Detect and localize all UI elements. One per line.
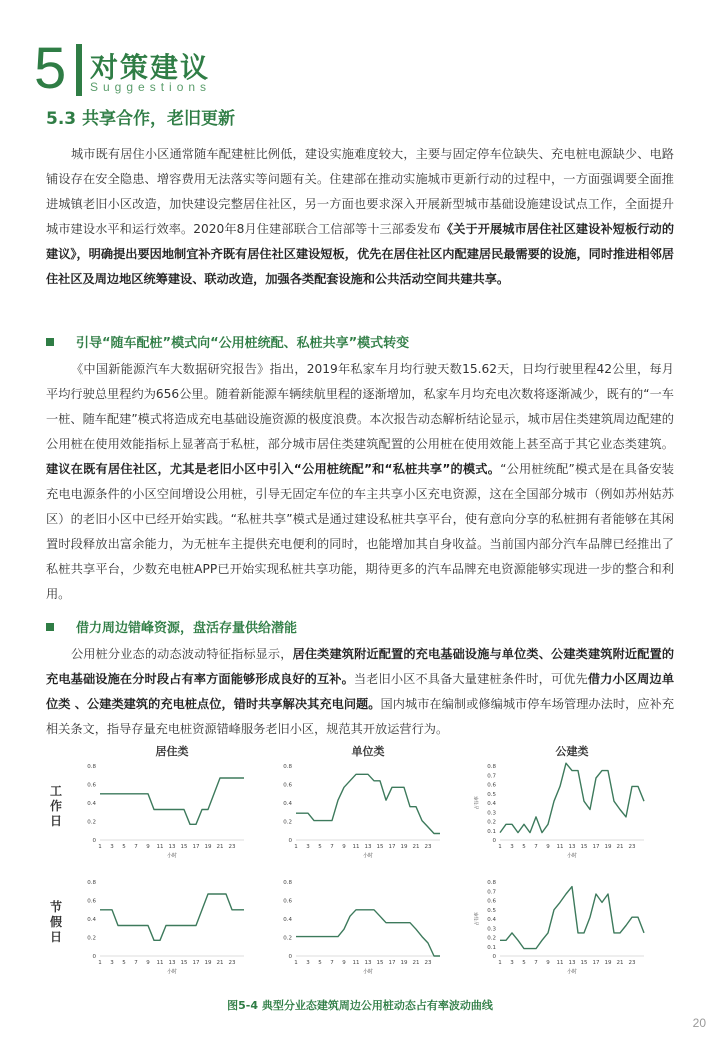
body-text: 当老旧小区不具备大量建桩条件时，可优先 <box>353 672 588 686</box>
x-tick-label: 19 <box>204 844 212 850</box>
y-tick-label: 0.7 <box>487 889 496 896</box>
x-tick-label: 9 <box>146 844 150 850</box>
line-chart-svg <box>270 746 446 858</box>
series-line <box>500 887 644 949</box>
x-tick-label: 9 <box>546 960 550 966</box>
x-tick-label: 13 <box>568 844 576 850</box>
x-tick-label: 13 <box>364 960 372 966</box>
x-tick-label: 11 <box>556 960 564 966</box>
y-tick-label: 0.2 <box>87 935 96 942</box>
y-tick-label: 0.6 <box>87 782 96 789</box>
chart-public-workday <box>474 746 650 858</box>
x-tick-label: 23 <box>228 844 236 850</box>
chapter-title: 对策建议 <box>90 51 211 84</box>
x-tick-label: 15 <box>376 960 384 966</box>
x-tick-label: 21 <box>216 960 224 966</box>
x-tick-label: 17 <box>192 960 200 966</box>
chapter-number: 5 <box>34 36 67 101</box>
paragraph-1 <box>46 142 674 292</box>
y-tick-label: 0.4 <box>87 801 96 807</box>
line-chart-svg <box>74 746 250 858</box>
x-tick-label: 21 <box>616 844 624 850</box>
y-tick-label: 0.6 <box>87 898 96 905</box>
x-axis-label: 小时 <box>362 853 374 859</box>
y-tick-label: 0.2 <box>487 935 496 942</box>
x-tick-label: 17 <box>388 960 396 966</box>
chapter-divider <box>76 44 82 96</box>
body-text: 城市既有居住小区通常随车配建桩比例低，建设实施难度较大，主要与固定停车位缺失、充电桩电源缺少、电路铺设存在安全隐患、增容费用无法落实等问题有关。住建部在推动实施城市更新行动的过程中，一方面强调要全面推进城镇老旧小区改造，加快建设完整居住社区，另一方面也要求深入开展新型城市基础设施建设试点工作，全面提升城市建设水平和运行效率。2020年8月住建部联合工信部等十三部委发布 <box>46 147 674 236</box>
y-axis-label: 占有率 <box>475 796 480 810</box>
chart-workplace-workday <box>270 746 446 858</box>
y-tick-label: 0.1 <box>487 944 496 951</box>
series-line <box>100 778 244 824</box>
x-tick-label: 7 <box>134 960 138 966</box>
subheading-1 <box>46 332 409 351</box>
y-tick-label: 0.2 <box>283 935 292 942</box>
x-tick-label: 21 <box>412 960 420 966</box>
paragraph-3 <box>46 642 674 742</box>
chapter-subtitle: Suggestions <box>90 80 212 94</box>
x-tick-label: 9 <box>342 960 346 966</box>
x-tick-label: 5 <box>122 960 126 966</box>
body-text: 公用桩分业态的动态波动特征指标显示， <box>71 647 293 661</box>
x-tick-label: 15 <box>180 844 188 850</box>
x-tick-label: 13 <box>364 844 372 850</box>
bullet-square-icon <box>46 623 54 631</box>
x-axis-label: 小时 <box>166 853 178 859</box>
x-tick-label: 15 <box>580 844 588 850</box>
x-tick-label: 9 <box>146 960 150 966</box>
x-tick-label: 3 <box>510 960 514 966</box>
figure-caption: 图5-4 典型分业态建筑周边公用桩动态占有率波动曲线 <box>227 999 493 1012</box>
emphasis-text: 建议在既有居住社区，尤其是老旧小区中引入“公用桩统配”和“私桩共享”的模式。 <box>46 462 501 476</box>
line-chart-svg <box>74 862 250 974</box>
y-tick-label: 0.8 <box>87 880 96 886</box>
line-chart-svg <box>474 746 650 858</box>
y-tick-label: 0.6 <box>283 898 292 905</box>
x-tick-label: 9 <box>342 844 346 850</box>
series-line <box>500 763 644 832</box>
x-tick-label: 23 <box>628 844 636 850</box>
x-tick-label: 19 <box>400 960 408 966</box>
y-tick-label: 0.5 <box>487 791 496 798</box>
y-tick-label: 0.6 <box>487 782 496 789</box>
y-tick-label: 0 <box>492 954 496 960</box>
y-tick-label: 0.8 <box>487 880 496 886</box>
x-tick-label: 23 <box>424 844 432 850</box>
x-tick-label: 17 <box>592 844 600 850</box>
x-tick-label: 3 <box>510 844 514 850</box>
y-tick-label: 0.1 <box>487 828 496 835</box>
bullet-square-icon <box>46 338 54 346</box>
y-tick-label: 0.4 <box>487 917 496 923</box>
x-axis-label: 小时 <box>362 969 374 975</box>
chart-title: 公建类 <box>555 745 589 758</box>
x-tick-label: 1 <box>498 960 502 966</box>
y-tick-label: 0.6 <box>283 782 292 789</box>
y-tick-label: 0.2 <box>487 819 496 826</box>
x-tick-label: 7 <box>534 960 538 966</box>
series-line <box>100 894 244 940</box>
y-tick-label: 0.4 <box>283 917 292 923</box>
x-tick-label: 13 <box>168 960 176 966</box>
x-tick-label: 1 <box>98 844 102 850</box>
x-tick-label: 7 <box>134 844 138 850</box>
y-tick-label: 0.4 <box>87 917 96 923</box>
x-tick-label: 11 <box>156 844 164 850</box>
x-tick-label: 23 <box>228 960 236 966</box>
y-tick-label: 0.8 <box>283 764 292 770</box>
x-tick-label: 17 <box>388 844 396 850</box>
row-label-workday: 工作日 <box>49 784 62 828</box>
x-tick-label: 21 <box>216 844 224 850</box>
y-tick-label: 0.8 <box>87 764 96 770</box>
x-tick-label: 23 <box>628 960 636 966</box>
x-tick-label: 1 <box>98 960 102 966</box>
page-number: 20 <box>692 1016 706 1030</box>
y-axis-label: 占有率 <box>475 912 480 926</box>
y-tick-label: 0 <box>288 954 292 960</box>
x-tick-label: 1 <box>294 960 298 966</box>
x-tick-label: 11 <box>352 844 360 850</box>
chart-title: 单位类 <box>351 745 385 758</box>
line-chart-svg <box>474 862 650 974</box>
x-tick-label: 15 <box>580 960 588 966</box>
x-tick-label: 13 <box>568 960 576 966</box>
x-axis-label: 小时 <box>166 969 178 975</box>
y-tick-label: 0.4 <box>487 801 496 807</box>
subheading-2-text: 借力周边错峰资源，盘活存量供给潜能 <box>76 621 298 636</box>
x-tick-label: 11 <box>352 960 360 966</box>
x-tick-label: 1 <box>498 844 502 850</box>
x-tick-label: 19 <box>204 960 212 966</box>
emphasis-text: 借力小区周边单位类 、公建类建筑的充电桩点位，错时共享解决其充电问题。 <box>46 672 675 711</box>
x-tick-label: 3 <box>110 960 114 966</box>
x-tick-label: 5 <box>522 844 526 850</box>
x-tick-label: 5 <box>318 844 322 850</box>
x-tick-label: 17 <box>592 960 600 966</box>
x-tick-label: 21 <box>412 844 420 850</box>
body-text: 国内城市在编制或修编城市停车场管理办法时，应补充相关条文，指导存量充电桩资源错峰服务老旧小区，规范其开放运营行为。 <box>46 697 675 736</box>
emphasis-text: 居住类建筑附近配置的充电基础设施与单位类、公建类建筑附近配置的充电基础设施在分时段占有率方面能够形成良好的互补。 <box>46 647 675 686</box>
x-tick-label: 15 <box>376 844 384 850</box>
y-tick-label: 0.8 <box>283 880 292 886</box>
x-tick-label: 9 <box>546 844 550 850</box>
x-tick-label: 3 <box>306 960 310 966</box>
chart-residential-workday <box>74 746 250 858</box>
subheading-1-text: 引导“随车配桩”模式向“公用桩统配、私桩共享”模式转变 <box>76 336 410 351</box>
x-tick-label: 5 <box>122 844 126 850</box>
x-tick-label: 7 <box>534 844 538 850</box>
emphasis-text: 《关于开展城市居住社区建设补短板行动的建议》，明确提出要因地制宜补齐既有居住社区建设短板，优先在居住社区内配建居民最需要的设施，同时推进相邻居住社区及周边地区统筹建设、联动改造，加强各类配套设施和公共活动空间共建共享。 <box>46 222 675 286</box>
paragraph-2 <box>46 357 674 607</box>
y-tick-label: 0 <box>288 838 292 844</box>
x-axis-label: 小时 <box>566 969 578 975</box>
x-tick-label: 19 <box>400 844 408 850</box>
row-label-holiday: 节假日 <box>49 900 62 944</box>
chart-public-holiday <box>474 862 650 974</box>
x-tick-label: 19 <box>604 844 612 850</box>
y-tick-label: 0.8 <box>487 764 496 770</box>
y-tick-label: 0.3 <box>487 926 496 933</box>
x-tick-label: 19 <box>604 960 612 966</box>
x-tick-label: 7 <box>330 960 334 966</box>
series-line <box>296 910 440 956</box>
x-tick-label: 7 <box>330 844 334 850</box>
subheading-2 <box>46 617 297 636</box>
y-tick-label: 0 <box>92 954 96 960</box>
x-tick-label: 5 <box>522 960 526 966</box>
x-tick-label: 13 <box>168 844 176 850</box>
x-tick-label: 21 <box>616 960 624 966</box>
x-tick-label: 23 <box>424 960 432 966</box>
y-tick-label: 0.2 <box>87 819 96 826</box>
section-title: 5.3 共享合作，老旧更新 <box>46 109 236 129</box>
y-tick-label: 0.3 <box>487 810 496 817</box>
line-chart-svg <box>270 862 446 974</box>
y-tick-label: 0.4 <box>283 801 292 807</box>
chart-residential-holiday <box>74 862 250 974</box>
x-tick-label: 1 <box>294 844 298 850</box>
x-tick-label: 11 <box>556 844 564 850</box>
x-tick-label: 17 <box>192 844 200 850</box>
body-text: “公用桩统配”模式是在具备安装充电电源条件的小区空间增设公用桩，引导无固定车位的车主共享小区充电资源，这在全国部分城市（例如苏州姑苏区）的老旧小区中已经开始实践。“私桩共享”模式是通过建设私桩共享平台，使有意向分享的私桩拥有者能够在其闲置时段释放出富余能力，为无桩车主提供充电便利的同时，也能增加其自身收益。当前国内部分汽车品牌已经推出了私桩共享平台，少数充电桩APP已开始实现私桩共享功能，期待更多的汽车品牌充电资源能够实现进一步的整合和利用。 <box>46 462 674 601</box>
y-tick-label: 0 <box>492 838 496 844</box>
x-tick-label: 3 <box>110 844 114 850</box>
y-tick-label: 0.6 <box>487 898 496 905</box>
y-tick-label: 0 <box>92 838 96 844</box>
chart-workplace-holiday <box>270 862 446 974</box>
chart-title: 居住类 <box>155 745 189 758</box>
y-tick-label: 0.7 <box>487 773 496 780</box>
y-tick-label: 0.2 <box>283 819 292 826</box>
x-axis-label: 小时 <box>566 853 578 859</box>
x-tick-label: 5 <box>318 960 322 966</box>
body-text: 《中国新能源汽车大数据研究报告》指出，2019年私家车月均行驶天数15.62天，日均行驶里程42公里，每月平均行驶总里程约为656公里。随着新能源车辆续航里程的逐渐增加，私家车月均充电次数将逐渐减少，既有的“一车一桩、随车配建”模式将造成充电基础设施资源的极度浪费。本次报告动态解析结论显示，城市居住类建筑周边配建的公用桩在使用效能指标上显著高于私桩，部分城市居住类建筑配置的公用桩在使用效能上甚至高于其它业态类建筑。 <box>46 362 674 451</box>
x-tick-label: 15 <box>180 960 188 966</box>
x-tick-label: 11 <box>156 960 164 966</box>
series-line <box>296 774 440 833</box>
y-tick-label: 0.5 <box>487 907 496 914</box>
x-tick-label: 3 <box>306 844 310 850</box>
